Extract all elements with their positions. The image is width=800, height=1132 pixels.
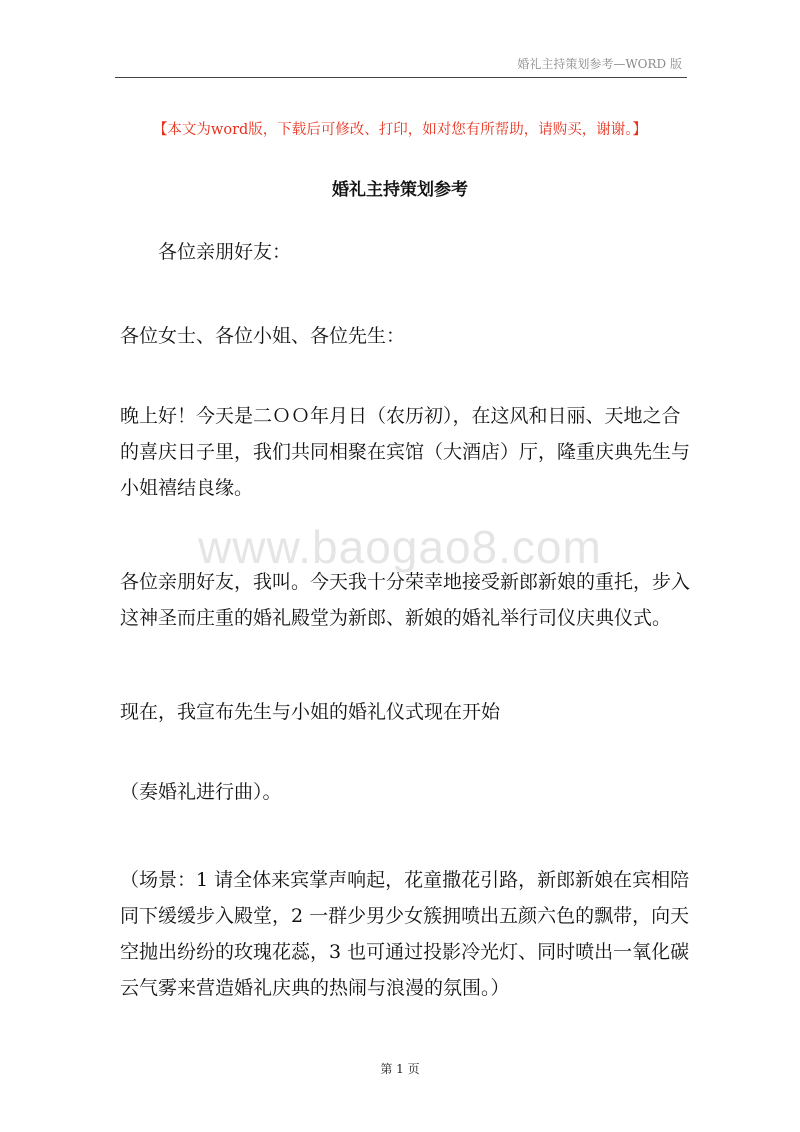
opening-paragraph: 晚上好！今天是二ＯＯ年月日（农历初），在这风和日丽、天地之合的喜庆日子里，我们共同相聚在宾馆（大酒店）厅，隆重庆典先生与小姐禧结良缘。 [120,405,691,499]
scene-description-paragraph: （场景：1 请全体来宾掌声响起，花童撒花引路，新郎新娘在宾相陪同下缓缓步入殿堂，2 一群少男少女簇拥喷出五颜六色的飘带，向天空抛出纷纷的玫瑰花蕊，3 也可通过投影冷光灯、同时喷出一氧化碳云气雾来营造婚礼庆典的热闹与浪漫的氛围。） [120,869,690,999]
watermark: www.baogao8.com [198,521,602,573]
announcement-paragraph: 现在，我宣布先生与小姐的婚礼仪式现在开始 [120,701,501,723]
page-number: 第 1 页 [380,1062,420,1076]
purchase-notice: 【本文为word版，下载后可修改、打印，如对您有所帮助，请购买，谢谢。】 [152,122,648,138]
salutation-paragraph: 各位女士、各位小姐、各位先生： [120,325,406,347]
header-divider [115,77,687,78]
running-header: 婚礼主持策划参考—WORD 版 [517,57,682,71]
document-title: 婚礼主持策划参考 [332,180,468,200]
greeting-paragraph: 各位亲朋好友： [158,241,292,263]
introduction-paragraph: 各位亲朋好友，我叫。今天我十分荣幸地接受新郎新娘的重托，步入这神圣而庄重的婚礼殿堂为新郎、新娘的婚礼举行司仪庆典仪式。 [120,571,691,629]
music-cue-paragraph: （奏婚礼进行曲）。 [120,781,282,803]
